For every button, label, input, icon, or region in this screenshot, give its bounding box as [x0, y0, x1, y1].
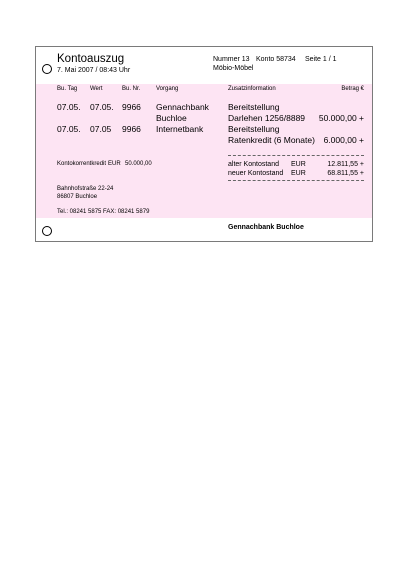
transaction-1-bu-tag: 07.05.	[57, 102, 81, 112]
col-wert: Wert	[90, 86, 103, 92]
credit-currency: EUR	[108, 161, 121, 167]
col-betrag: Betrag €	[341, 86, 364, 92]
statement-title: Kontoauszug	[57, 53, 125, 65]
col-vorgang: Vorgang	[156, 86, 179, 92]
bank-street: Bahnhofstraße 22-24	[57, 186, 114, 192]
old-balance-label: alter Kontostand	[228, 161, 279, 168]
transaction-1-vorgang: Gennachbank	[156, 102, 209, 112]
transaction-1-zusatz: Bereitstellung	[228, 102, 280, 112]
col-zusatzinformation: Zusatzinformation	[228, 86, 276, 92]
balance-separator-top	[228, 155, 364, 156]
new-balance-label: neuer Kontostand	[228, 170, 284, 177]
col-bu-nr: Bu. Nr.	[122, 86, 141, 92]
page-number: Seite 1 / 1	[305, 56, 337, 63]
bank-name: Gennachbank Buchloe	[228, 224, 304, 231]
transaction-2-bu-tag: 07.05.	[57, 124, 81, 134]
old-balance-amount: 12.811,55 +	[327, 161, 364, 168]
header-band	[36, 84, 372, 94]
transaction-1-vorgang-2: Buchloe	[156, 113, 187, 123]
old-balance-currency: EUR	[291, 161, 306, 168]
transaction-2-wert: 07.05	[90, 124, 112, 134]
credit-label: Kontokorrentkredit	[57, 161, 107, 167]
bank-city: 86807 Buchloe	[57, 194, 98, 200]
transaction-1-betrag: 50.000,00 +	[318, 113, 364, 123]
punch-hole-bottom	[42, 226, 52, 236]
credit-amount: 50.000,00	[125, 161, 152, 167]
bank-statement	[35, 46, 373, 242]
new-balance-currency: EUR	[291, 170, 306, 177]
transaction-2-bu-nr: 9966	[122, 124, 141, 134]
punch-hole-top	[42, 64, 52, 74]
transaction-1-bu-nr: 9966	[122, 102, 141, 112]
statement-date: 7. Mai 2007 / 08:43 Uhr	[57, 67, 131, 74]
statement-number: Nummer 13	[213, 56, 250, 63]
transaction-1-wert: 07.05.	[90, 102, 114, 112]
transaction-1-zusatz-2: Darlehen 1256/8889	[228, 113, 306, 123]
new-balance-amount: 68.811,55 +	[327, 170, 364, 177]
col-bu-tag: Bu. Tag	[57, 86, 78, 92]
account-holder: Möbio-Möbel	[213, 65, 254, 72]
transaction-2-vorgang: Internetbank	[156, 124, 204, 134]
transaction-2-zusatz: Bereitstellung	[228, 124, 280, 134]
transaction-2-zusatz-2: Ratenkredit (6 Monate)	[228, 135, 315, 145]
balance-separator-bottom	[228, 180, 364, 181]
account-number: Konto 58734	[256, 56, 296, 63]
bank-phone-fax: Tel.: 08241 5875 FAX: 08241 5879	[57, 209, 150, 215]
transaction-2-betrag: 6.000,00 +	[323, 135, 364, 145]
